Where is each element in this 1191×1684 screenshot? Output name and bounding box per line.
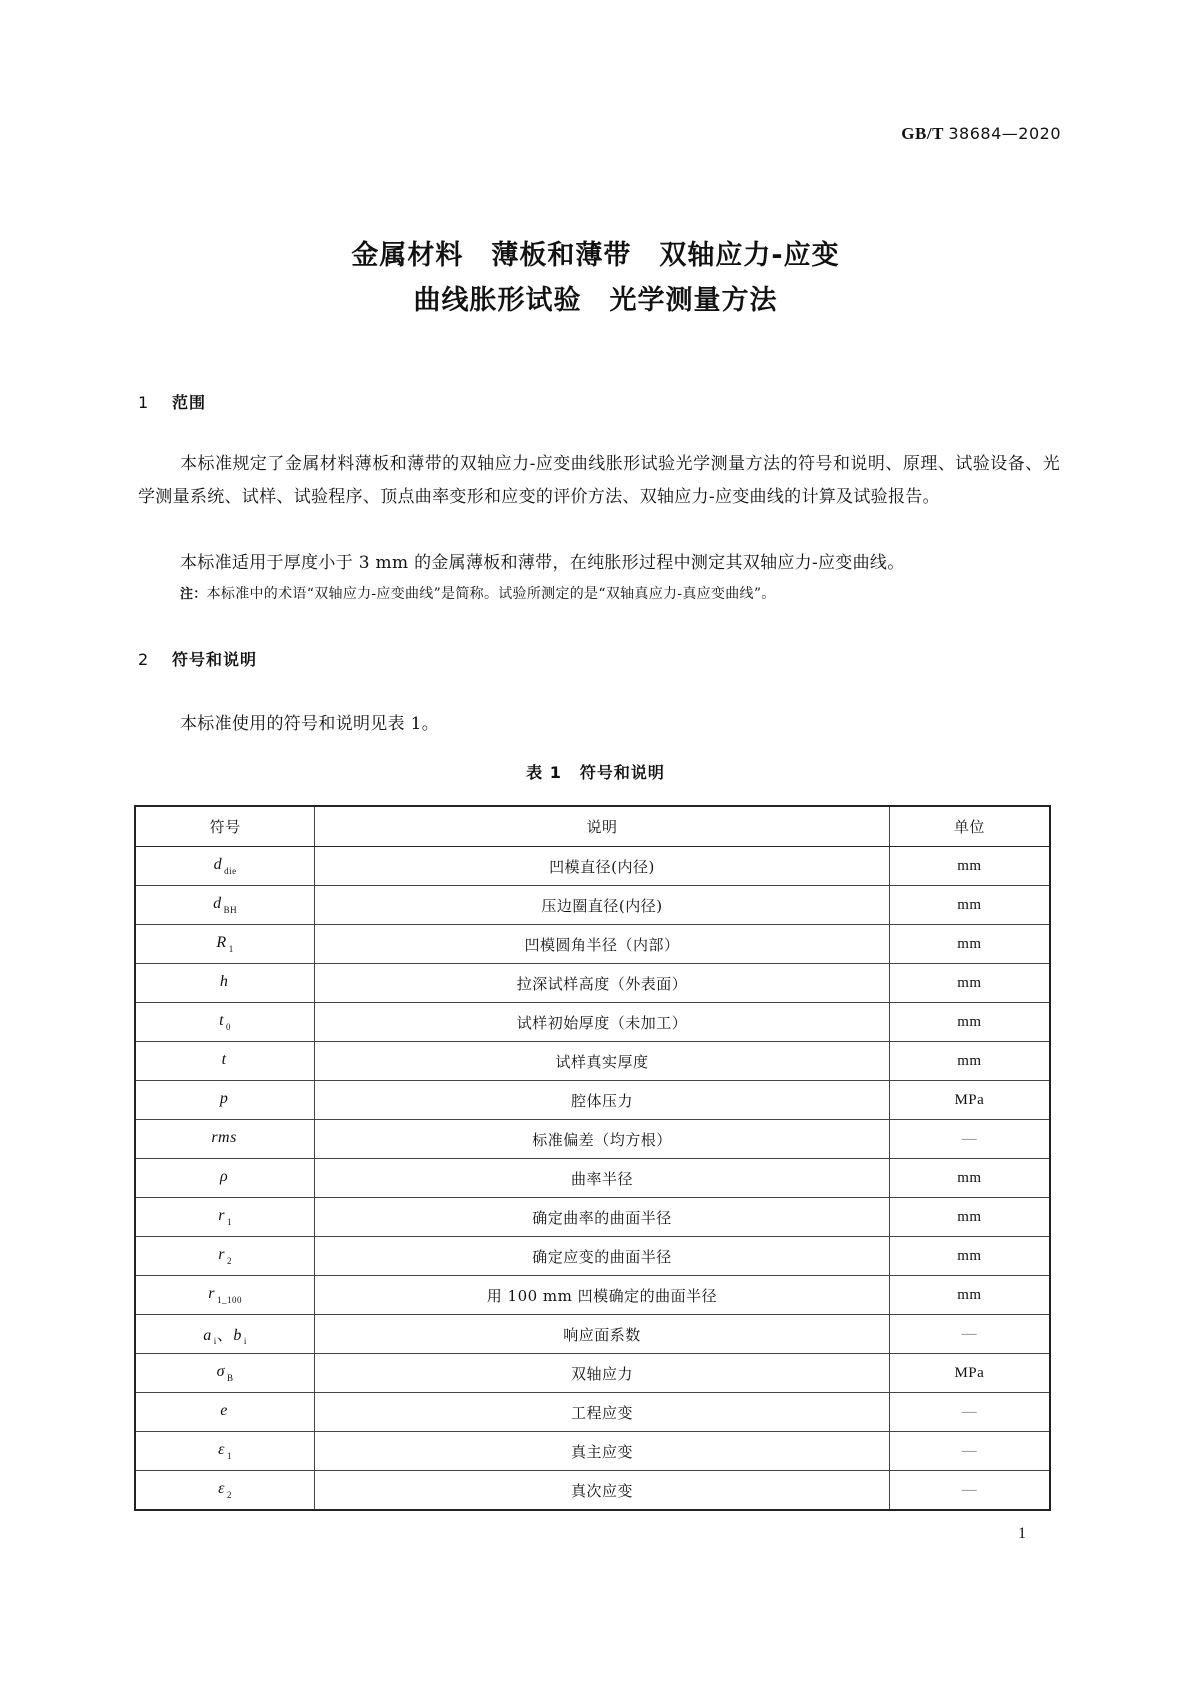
symbol-main: a (203, 1326, 212, 1344)
description-cell: 真次应变 (315, 1471, 890, 1511)
symbol-cell (135, 1432, 315, 1471)
symbol-main: ε (218, 1441, 225, 1459)
table-row (135, 886, 1050, 925)
description-cell: 双轴应力 (315, 1354, 890, 1393)
unit-cell: mm (889, 1237, 1050, 1276)
page-number: 1 (1018, 1525, 1026, 1542)
description-cell: 曲率半径 (315, 1159, 890, 1198)
symbol-cell (135, 964, 315, 1003)
scope-note (180, 583, 776, 603)
symbol-cell (135, 925, 315, 964)
unit-cell: — (889, 1120, 1050, 1159)
symbol-cell (135, 1471, 315, 1511)
description-cell: 试样初始厚度（未加工） (315, 1003, 890, 1042)
description-cell: 凹模圆角半径（内部） (315, 925, 890, 964)
unit-cell: mm (889, 886, 1050, 925)
unit-cell: — (889, 1471, 1050, 1511)
symbol-separator: 、 (216, 1326, 234, 1344)
table-row (135, 1003, 1050, 1042)
symbol-subscript: 1 (226, 1216, 232, 1227)
unit-cell: mm (889, 1003, 1050, 1042)
table-row (135, 1276, 1050, 1315)
table-row (135, 1081, 1050, 1120)
symbol-cell (135, 1393, 315, 1432)
description-cell: 拉深试样高度（外表面） (315, 964, 890, 1003)
symbol-subscript: 2 (226, 1489, 232, 1500)
symbol-subscript: 2 (226, 1255, 232, 1266)
symbol-main: r (218, 1207, 225, 1225)
symbol-subscript: BH (223, 904, 238, 915)
symbol-cell (135, 1198, 315, 1237)
table-row (135, 1393, 1050, 1432)
header-description: 说明 (315, 806, 890, 847)
unit-cell: mm (889, 1042, 1050, 1081)
scope-paragraph-1: 本标准规定了金属材料薄板和薄带的双轴应力-应变曲线胀形试验光学测量方法的符号和说明、原理、试验设备、光学测量系统、试样、试验程序、顶点曲率变形和应变的评价方法、双轴应力-应变曲线的计算及试验报告。 (138, 454, 1060, 507)
unit-cell: mm (889, 964, 1050, 1003)
table-caption-title: 符号和说明 (579, 763, 665, 782)
section-title: 符号和说明 (172, 650, 258, 669)
symbol-subscript: 1 (228, 943, 234, 954)
symbol-cell (135, 1159, 315, 1198)
table-row (135, 1432, 1050, 1471)
symbol-main: r (218, 1246, 225, 1264)
symbol-main: σ (216, 1363, 225, 1381)
table-row (135, 1315, 1050, 1354)
symbol-cell (135, 886, 315, 925)
table-row (135, 925, 1050, 964)
symbols-paragraph: 本标准使用的符号和说明见表 1。 (180, 714, 440, 734)
table-caption-number: 表 1 (526, 763, 562, 782)
header-unit: 单位 (889, 806, 1050, 847)
symbol-cell (135, 1003, 315, 1042)
unit-cell: mm (889, 1159, 1050, 1198)
table-header-row (135, 806, 1050, 847)
symbol-main: d (213, 856, 223, 874)
symbol-cell (135, 847, 315, 886)
table-caption (0, 760, 1191, 783)
standard-prefix: GB/T (901, 124, 944, 143)
symbols-table (134, 805, 1051, 1511)
description-cell: 腔体压力 (315, 1081, 890, 1120)
symbol-cell (135, 1081, 315, 1120)
symbol-main: t (219, 1012, 225, 1030)
table-row (135, 1354, 1050, 1393)
description-cell: 确定曲率的曲面半径 (315, 1198, 890, 1237)
document-title-line2: 曲线胀形试验 光学测量方法 (413, 285, 778, 316)
description-cell: 标准偏差（均方根） (315, 1120, 890, 1159)
description-cell: 压边圈直径(内径) (315, 886, 890, 925)
symbol-cell (135, 1315, 315, 1354)
symbol-main: p (219, 1090, 229, 1108)
table-row (135, 964, 1050, 1003)
section-heading-scope (138, 390, 206, 413)
section-number: 1 (138, 393, 150, 412)
unit-cell: mm (889, 1276, 1050, 1315)
unit-cell: MPa (889, 1081, 1050, 1120)
unit-cell: MPa (889, 1354, 1050, 1393)
symbol-subscript: B (227, 1372, 234, 1383)
symbol-main: ε (218, 1480, 225, 1498)
symbol-cell (135, 1042, 315, 1081)
symbol-subscript: i (243, 1336, 247, 1347)
symbol-subscript: i (213, 1336, 217, 1347)
table-row (135, 1237, 1050, 1276)
standard-code (901, 124, 1061, 144)
symbol-cell (135, 1237, 315, 1276)
note-text: 本标准中的术语“双轴应力-应变曲线”是简称。试验所测定的是“双轴真应力-真应变曲线”。 (206, 586, 776, 602)
document-title-line1: 金属材料 薄板和薄带 双轴应力-应变 (351, 240, 840, 271)
scope-paragraph-2: 本标准适用于厚度小于 3 mm 的金属薄板和薄带，在纯胀形过程中测定其双轴应力-应变曲线。 (180, 553, 905, 573)
unit-cell: mm (889, 847, 1050, 886)
table-row (135, 1159, 1050, 1198)
symbol-subscript: 1 (226, 1450, 232, 1461)
symbol-subscript: 0 (226, 1021, 232, 1032)
symbol-main: h (219, 973, 229, 991)
symbol-cell (135, 1276, 315, 1315)
symbol-subscript: 1_100 (216, 1294, 242, 1305)
description-cell: 响应面系数 (315, 1315, 890, 1354)
table-row (135, 1120, 1050, 1159)
table-row (135, 847, 1050, 886)
unit-cell: — (889, 1393, 1050, 1432)
table-row (135, 1471, 1050, 1511)
symbol-cell (135, 1354, 315, 1393)
section-title: 范围 (172, 393, 207, 412)
description-cell: 用 100 mm 凹模确定的曲面半径 (315, 1276, 890, 1315)
table-row (135, 1042, 1050, 1081)
table-row (135, 1198, 1050, 1237)
unit-cell: — (889, 1315, 1050, 1354)
symbol-subscript: die (224, 865, 237, 876)
section-heading-symbols (138, 647, 257, 670)
standard-number: 38684—2020 (948, 124, 1061, 143)
symbol-main: d (213, 895, 222, 913)
symbol-main: b (233, 1326, 242, 1344)
note-label: 注： (180, 587, 207, 602)
symbol-main: R (216, 934, 227, 952)
symbol-main: t (221, 1051, 227, 1069)
symbol-main: ρ (219, 1168, 229, 1186)
description-cell: 确定应变的曲面半径 (315, 1237, 890, 1276)
symbol-main: rms (211, 1129, 237, 1147)
description-cell: 真主应变 (315, 1432, 890, 1471)
description-cell: 试样真实厚度 (315, 1042, 890, 1081)
header-symbol: 符号 (135, 806, 315, 847)
unit-cell: mm (889, 925, 1050, 964)
table-body (135, 847, 1050, 1511)
description-cell: 工程应变 (315, 1393, 890, 1432)
description-cell: 凹模直径(内径) (315, 847, 890, 886)
symbol-main: r (208, 1285, 215, 1303)
unit-cell: mm (889, 1198, 1050, 1237)
section-number: 2 (138, 650, 150, 669)
unit-cell: — (889, 1432, 1050, 1471)
symbol-cell (135, 1120, 315, 1159)
symbol-main: e (220, 1402, 228, 1420)
